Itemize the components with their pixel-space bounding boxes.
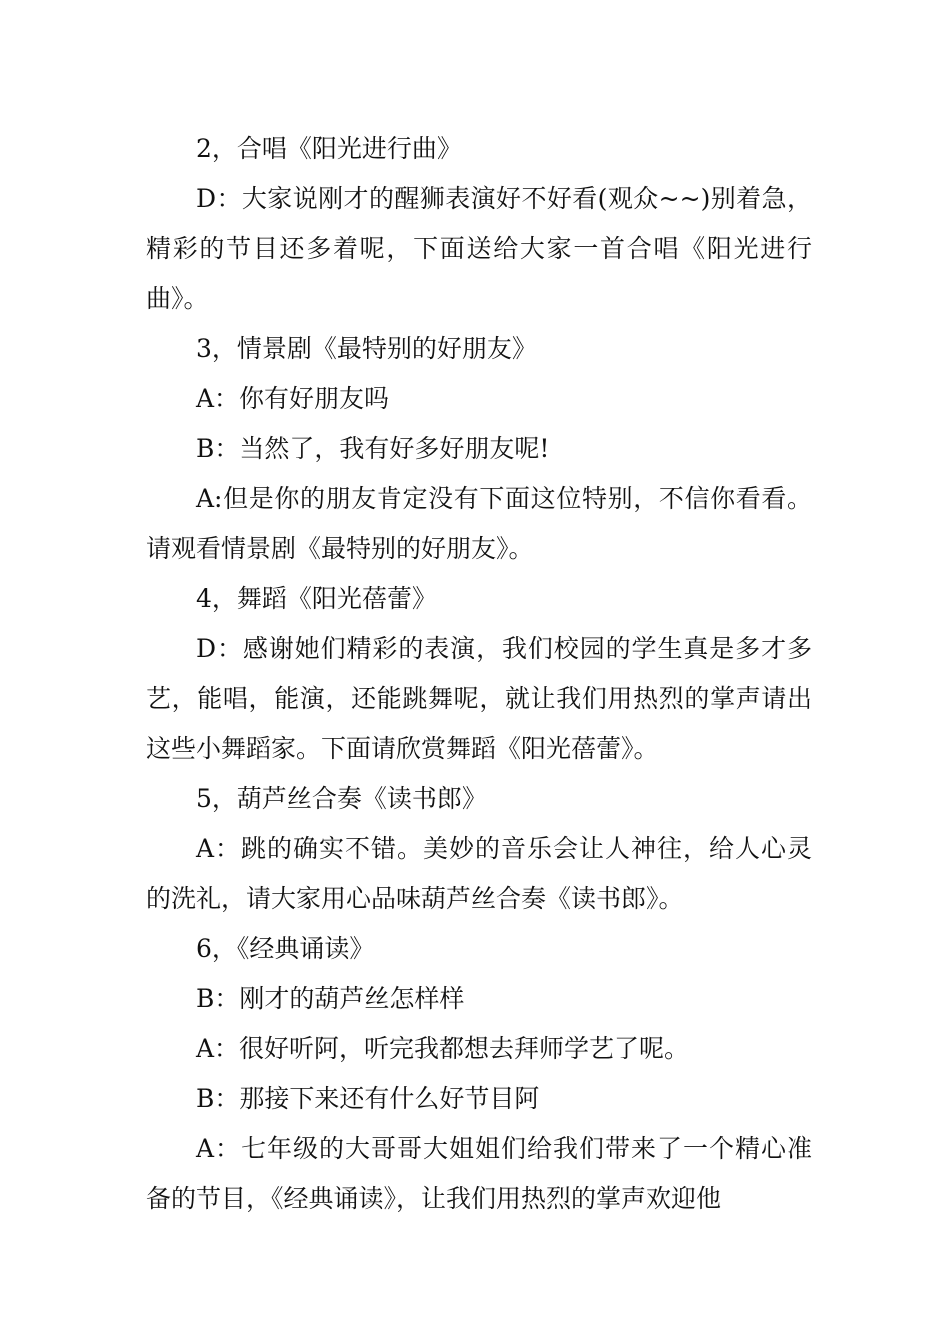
program-item-heading: 4，舞蹈《阳光蓓蕾》 <box>196 584 437 613</box>
host-line: A：七年级的大哥哥大姐姐们给我们带来了一个精心准备的节目，《经典诵读》，让我们用热烈的掌声欢迎他 <box>146 1134 812 1213</box>
host-line: A：你有好朋友吗 <box>196 384 390 413</box>
document-body <box>146 124 812 1224</box>
host-line: B：那接下来还有什么好节目阿 <box>196 1084 540 1113</box>
host-line: A：跳的确实不错。美妙的音乐会让人神往，给人心灵的洗礼，请大家用心品味葫芦丝合奏《读书郎》。 <box>146 834 812 913</box>
host-line: D：感谢她们精彩的表演，我们校园的学生真是多才多艺，能唱，能演，还能跳舞呢，就让我们用热烈的掌声请出这些小舞蹈家。下面请欣赏舞蹈《阳光蓓蕾》。 <box>146 634 812 763</box>
program-item-heading: 2，合唱《阳光进行曲》 <box>196 134 462 163</box>
host-line: B：刚才的葫芦丝怎样样 <box>196 984 465 1013</box>
host-line: D：大家说刚才的醒狮表演好不好看(观众~~)别着急，精彩的节目还多着呢，下面送给大家一首合唱《阳光进行曲》。 <box>146 184 812 313</box>
host-line: B：当然了，我有好多好朋友呢! <box>196 434 550 463</box>
host-line: A：很好听阿，听完我都想去拜师学艺了呢。 <box>196 1034 690 1063</box>
host-line: A:但是你的朋友肯定没有下面这位特别，不信你看看。请观看情景剧《最特别的好朋友》。 <box>146 484 812 563</box>
program-item-heading: 3，情景剧《最特别的好朋友》 <box>196 334 537 363</box>
program-item-heading: 5，葫芦丝合奏《读书郎》 <box>196 784 487 813</box>
program-item-heading: 6，《经典诵读》 <box>196 934 375 963</box>
